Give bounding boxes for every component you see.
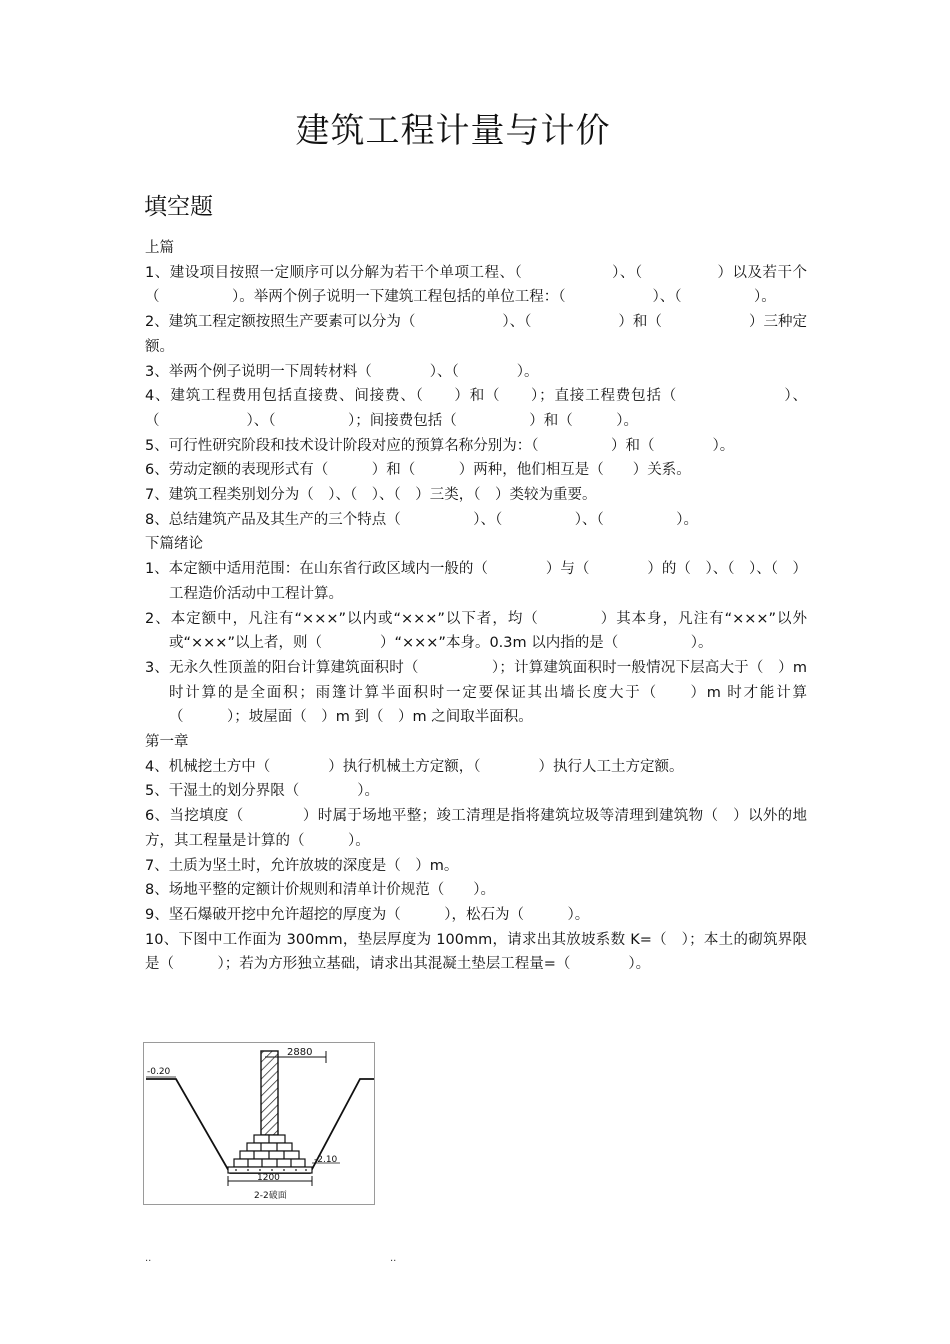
chapter-heading: 第一章 [145, 734, 189, 751]
question-line: 5、可行性研究阶段和技术设计阶段对应的预算名称分别为：（ ）和（ ）。 [145, 437, 735, 454]
question-line: 3、无永久性顶盖的阳台计算建筑面积时（ ）；计算建筑面积时一般情况下层高大于（ ）m 时计算的是全面积；雨篷计算半面积时一定要保证其出墙长度大于（ ）m 时才能计算（ ）；坡屋面（ ）m 到（ ）m 之间取半面积。 [145, 659, 807, 726]
question-line: 9、坚石爆破开挖中允许超挖的厚度为（ ），松石为（ ）。 [145, 906, 590, 923]
right-elevation-label: -2.10 [314, 1155, 338, 1165]
section-heading: 填空题 [144, 194, 213, 220]
question-line: 1、建设项目按照一定顺序可以分解为若干个单项工程、（ ）、（ ）以及若干个（ ）。举两个例子说明一下建筑工程包括的单位工程：（ ）、（ ）。 [145, 264, 807, 306]
question-line: 1、本定额中适用范围：在山东省行政区域内一般的（ ）与（ ）的（ ）、（ ）、（ ）工程造价活动中工程计算。 [145, 561, 807, 602]
part-heading-upper: 上篇 [145, 240, 174, 256]
question-line: 6、当挖填度（ ）时属于场地平整；竣工清理是指将建筑垃圾等清理到建筑物（ ）以外的地方，其工程量是计算的（ ）。 [145, 808, 807, 849]
question-list [145, 236, 807, 977]
footer-right-mark: .. [390, 1253, 397, 1264]
document-title: 建筑工程计量与计价 [295, 111, 611, 151]
question-line: 5、干湿土的划分界限（ ）。 [145, 783, 379, 800]
question-line: 6、劳动定额的表现形式有（ ）和（ ）两种，他们相互是（ ）关系。 [145, 462, 691, 479]
base-dimension-label: 1200 [257, 1173, 280, 1183]
question-line: 4、建筑工程费用包括直接费、间接费、（ ）和（ ）；直接工程费包括（ ）、（ ）、（ ）；间接费包括（ ）和（ ）。 [145, 388, 807, 429]
question-line: 7、土质为坚土时，允许放坡的深度是（ ）m。 [145, 857, 459, 874]
question-line: 10、下图中工作面为 300mm，垫层厚度为 100mm，请求出其放坡系数 K=（ ）；本土的砌筑界限是（ ）；若为方形独立基础，请求出其混凝土垫层工程量=（ ）。 [145, 931, 807, 973]
page-footer [145, 1253, 405, 1269]
question-line: 4、机械挖土方中（ ）执行机械土方定额，（ ）执行人工土方定额。 [145, 758, 684, 775]
foundation-section-drawing [144, 1043, 374, 1204]
question-line: 8、场地平整的定额计价规则和清单计价规范（ ）。 [145, 882, 495, 899]
foundation-section-figure [143, 1042, 375, 1205]
question-line: 2、本定额中，凡注有“×××”以内或“×××”以下者，均（ ）其本身，凡注有“×××”以外或“×××”以上者，则（ ）“×××”本身。0.3m 以内指的是（ ）。 [145, 610, 807, 652]
question-line: 7、建筑工程类别划分为（ ）、（ ）、（ ）三类，（ ）类较为重要。 [145, 487, 597, 504]
top-dimension-label: 2880 [287, 1047, 313, 1058]
question-line: 3、举两个例子说明一下周转材料（ ）、（ ）。 [145, 363, 539, 380]
left-elevation-label: -0.20 [147, 1067, 171, 1077]
part-heading-lower-intro: 下篇绪论 [145, 536, 203, 553]
question-line: 8、总结建筑产品及其生产的三个特点（ ）、（ ）、（ ）。 [145, 511, 698, 528]
stepped-footing [234, 1135, 305, 1167]
question-line: 2、建筑工程定额按照生产要素可以分为（ ）、（ ）和（ ）三种定额。 [145, 314, 807, 355]
figure-caption: 2-2破面 [254, 1191, 287, 1201]
wall-stem [261, 1051, 278, 1135]
footer-left-mark: .. [145, 1253, 152, 1264]
